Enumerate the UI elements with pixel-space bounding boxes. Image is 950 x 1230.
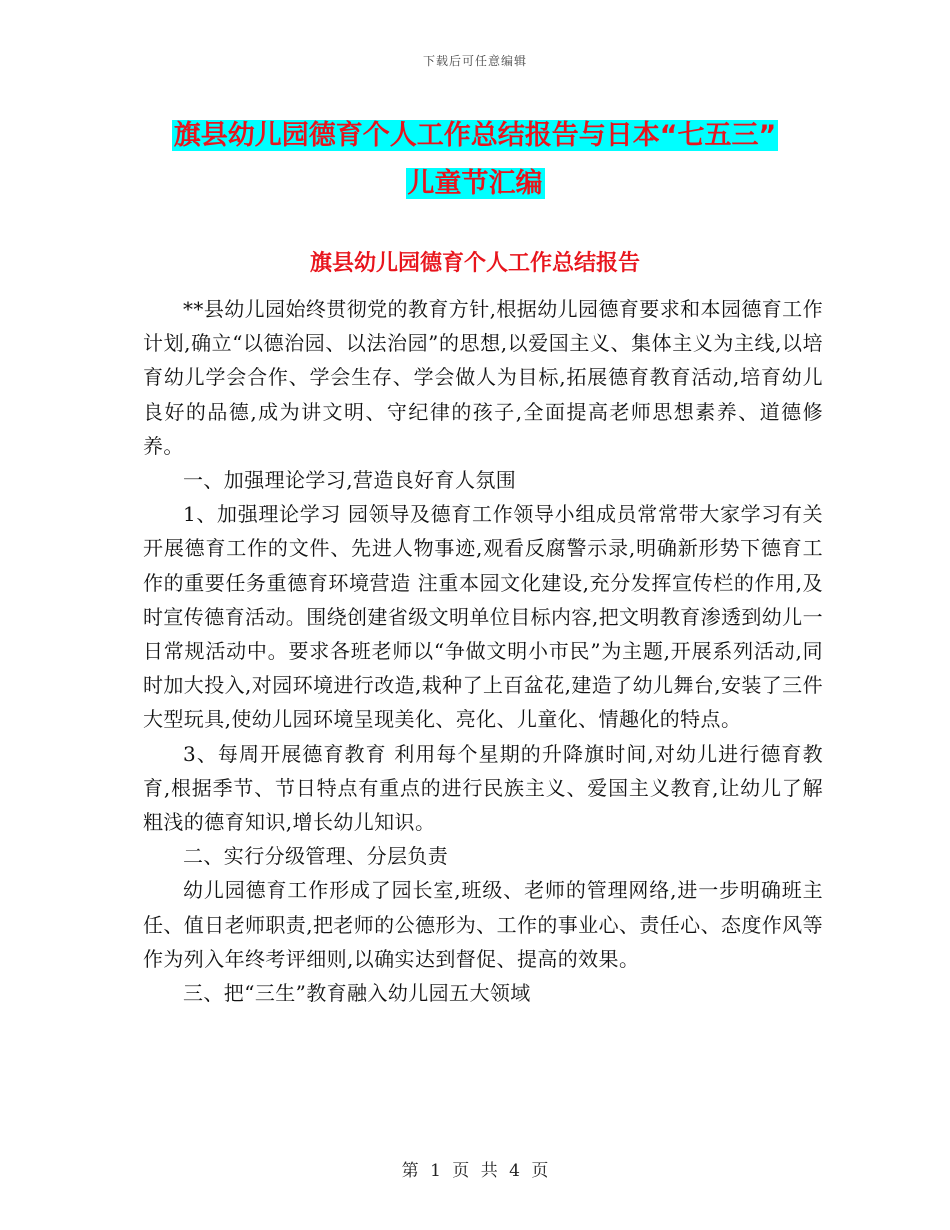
document-body	[143, 292, 823, 1010]
section-title: 旗县幼儿园德育个人工作总结报告	[309, 251, 640, 276]
title-highlight-1: 旗县幼儿园德育个人工作总结报告与日本“七五三”	[173, 120, 777, 151]
heading-section-1: 一、加强理论学习,营造良好育人氛围	[183, 468, 517, 493]
header-note: 下载后可任意编辑	[422, 54, 527, 68]
document-title	[0, 112, 950, 208]
paragraph-intro: **县幼儿园始终贯彻党的教育方针,根据幼儿园德育要求和本园德育工作计划,确立“以德治园、以法治园”的思想,以爱国主义、集体主义为主线,以培育幼儿学会合作、学会生存、学会做人为目标,拓展德育教育活动,培育幼儿良好的品德,成为讲文明、守纪律的孩子,全面提高老师思想素养、道德修养。	[143, 297, 823, 458]
document-title-line-2	[0, 160, 950, 208]
document-title-line-1	[0, 112, 950, 160]
page-footer: 第 1 页 共 4 页	[401, 1161, 549, 1181]
heading-section-3: 三、把“三生”教育融入幼儿园五大领域	[183, 981, 531, 1006]
paragraph-section-2: 幼儿园德育工作形成了园长室,班级、老师的管理网络,进一步明确班主任、值日老师职责,把老师的公德形为、工作的事业心、责任心、态度作风等作为列入年终考评细则,以确实达到督促、提高的效果。	[143, 878, 823, 971]
heading-section-2: 二、实行分级管理、分层负责	[183, 844, 449, 869]
paragraph-1: 1、加强理论学习 园领导及德育工作领导小组成员常常带大家学习有关开展德育工作的文件、先进人物事迹,观看反腐警示录,明确新形势下德育工作的重要任务重德育环境营造 注重本园文化建设,充分发挥宣传栏的作用,及时宣传德育活动。围绕创建省级文明单位目标内容,把文明教育渗透到幼儿一日常规活动中。要求各班老师以“争做文明小市民”为主题,开展系列活动,同时加大投入,对园环境进行改造,栽种了上百盆花,建造了幼儿舞台,安装了三件大型玩具,使幼儿园环境呈现美化、亮化、儿童化、情趣化的特点。	[143, 502, 823, 732]
title-highlight-2: 儿童节汇编	[407, 168, 543, 199]
paragraph-3: 3、每周开展德育教育 利用每个星期的升降旗时间,对幼儿进行德育教育,根据季节、节日特点有重点的进行民族主义、爱国主义教育,让幼儿了解粗浅的德育知识,增长幼儿知识。	[143, 741, 823, 835]
